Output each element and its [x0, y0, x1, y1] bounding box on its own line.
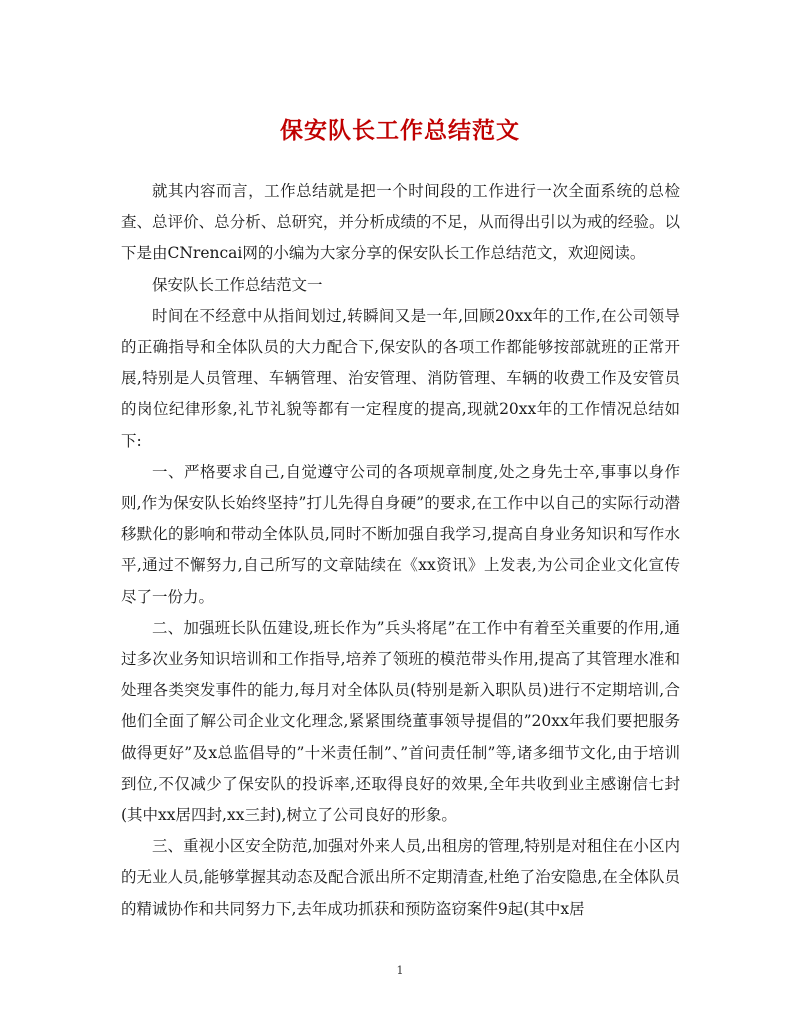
body-paragraph: 一、严格要求自己,自觉遵守公司的各项规章制度,处之身先士卒,事事以身作则,作为保安队长始终坚持”打儿先得自身硬”的要求,在工作中以自己的实际行动潜移默化的影响和带动全体队员,同时不断加强自我学习,提高自身业务知识和写作水平,通过不懈努力,自己所写的文章陆续在《xx资讯》上发表,为公司企业文化宣传尽了一份力。	[121, 462, 680, 606]
intro-paragraph: 就其内容而言，工作总结就是把一个时间段的工作进行一次全面系统的总检查、总评价、总分析、总研究，并分析成绩的不足，从而得出引以为戒的经验。以下是由CNrencai网的小编为大家分享的保安队长工作总结范文，欢迎阅读。	[121, 182, 680, 263]
body-paragraph: 时间在不经意中从指间划过,转瞬间又是一年,回顾20xx年的工作,在公司领导的正确指导和全体队员的大力配合下,保安队的各项工作都能够按部就班的正常开展,特别是人员管理、车辆管理、治安管理、消防管理、车辆的收费工作及安管员的岗位纪律形象,礼节礼貌等都有一定程度的提高,现就20xx年的工作情况总结如下:	[121, 306, 680, 450]
page-number: 1	[396, 964, 404, 977]
body-paragraph: 三、重视小区安全防范,加强对外来人员,出租房的管理,特别是对租住在小区内的无业人员,能够掌握其动态及配合派出所不定期清查,杜绝了治安隐患,在全体队员的精诚协作和共同努力下,去年成功抓获和预防盗窃案件9起(其中x居	[121, 837, 680, 918]
document-title: 保安队长工作总结范文	[280, 118, 520, 144]
body-paragraph: 二、加强班长队伍建设,班长作为”兵头将尾”在工作中有着至关重要的作用,通过多次业务知识培训和工作指导,培养了领班的模范带头作用,提高了其管理水准和处理各类突发事件的能力,每月对全体队员(特别是新入职队员)进行不定期培训,合他们全面了解公司企业文化理念,紧紧围绕董事领导提倡的”20xx年我们要把服务做得更好”及x总监倡导的”十米责任制”、”首问责任制”等,诸多细节文化,由于培训到位,不仅减少了保安队的投诉率,还取得良好的效果,全年共收到业主感谢信七封(其中xx居四封,xx三封),树立了公司良好的形象。	[121, 618, 680, 825]
document-body	[121, 176, 680, 925]
section-heading: 保安队长工作总结范文一	[152, 275, 323, 294]
